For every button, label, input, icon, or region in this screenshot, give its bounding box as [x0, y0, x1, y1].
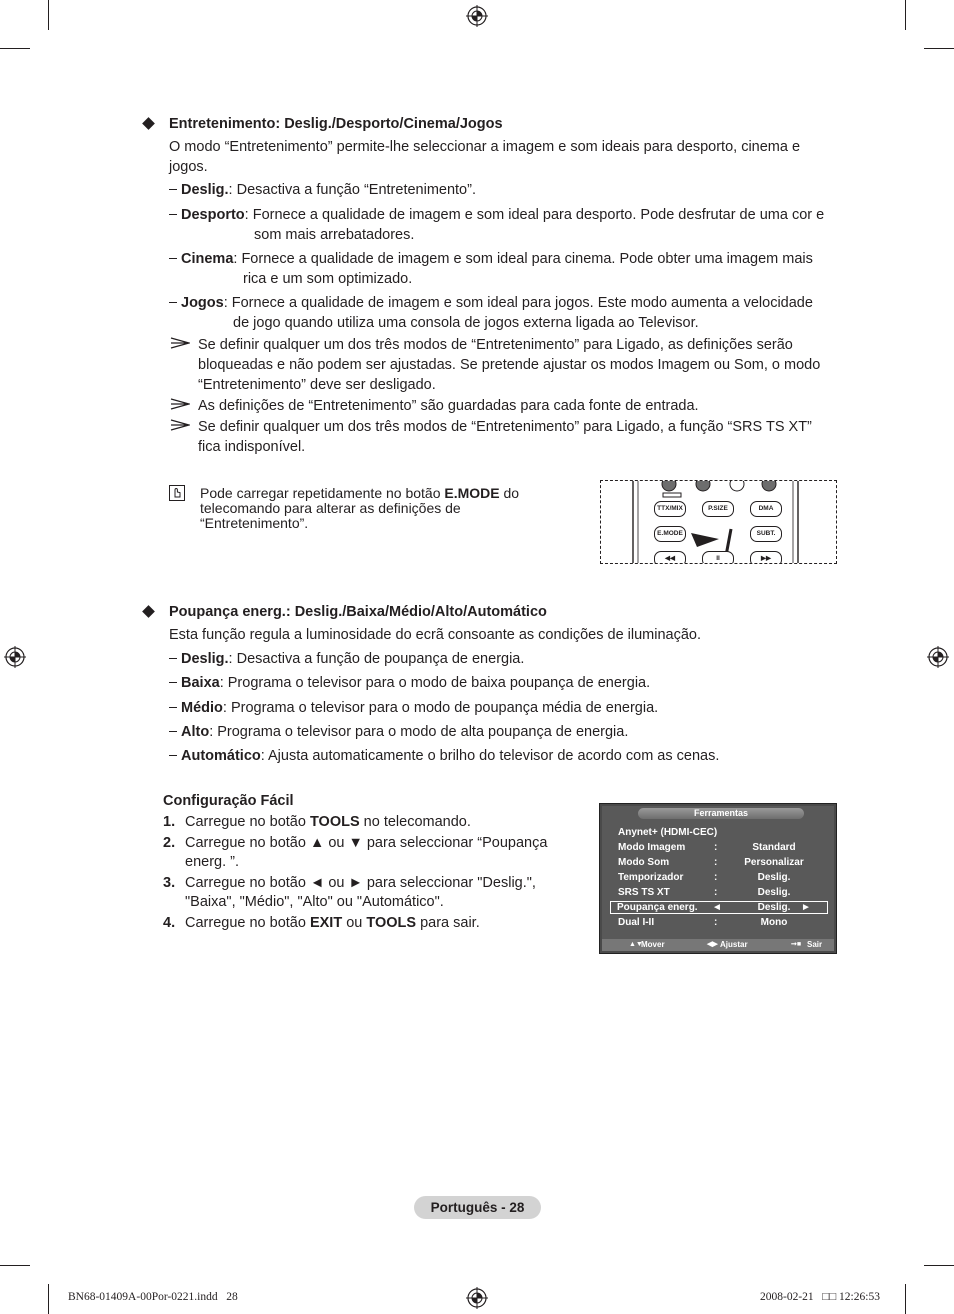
pause-button: II	[702, 551, 734, 564]
menu-row-label: Anynet+ (HDMI-CEC)	[618, 827, 718, 838]
step-text: Carregue no botão ◄ ou ► para seleccionar "Deslig.",	[185, 875, 536, 891]
crop-mark	[48, 1284, 49, 1314]
registration-mark-icon	[927, 646, 949, 668]
note-line: fica indisponível.	[198, 439, 306, 455]
item-text: : Fornece a qualidade de imagem e som ideal para cinema. Pode obter uma imagem mais	[233, 251, 813, 267]
menu-row-colon: :	[714, 872, 718, 883]
crop-mark	[48, 0, 49, 30]
note-line: Se definir qualquer um dos três modos de “Entretenimento” para Ligado, as definições serão	[198, 337, 793, 353]
tip-text: “Entretenimento”.	[200, 515, 309, 531]
item-term: Alto	[181, 724, 210, 740]
note-line: Se definir qualquer um dos três modos de “Entretenimento” para Ligado, a função “SRS TS XT”	[198, 419, 812, 435]
item-text: : Programa o televisor para o modo de alta poupança de energia.	[209, 724, 629, 740]
step-text: "Baixa", "Médio", "Alto" ou "Automático".	[185, 894, 444, 910]
step-number: 4.	[163, 915, 176, 931]
remote-control-image	[600, 480, 837, 564]
step-text-part: no telecomando.	[359, 814, 471, 830]
step-text	[185, 913, 480, 933]
crop-mark	[924, 1265, 954, 1266]
step-number: 1.	[163, 814, 176, 830]
intro-text: O modo “Entretenimento” permite-lhe seleccionar a imagem e som ideais para desporto, cinema e	[169, 139, 801, 155]
dash-bullet	[169, 731, 177, 732]
adjust-icon: ◀▶	[707, 941, 718, 948]
menu-row-picture-mode	[616, 841, 830, 854]
tools-menu-panel	[602, 806, 834, 951]
item-text: : Desactiva a função “Entretenimento”.	[228, 182, 476, 198]
note-arrow-icon	[170, 398, 190, 410]
step-key-name: TOOLS	[366, 915, 417, 931]
tools-menu-footer	[602, 939, 834, 951]
menu-row-value: Deslig.	[757, 872, 791, 883]
item-text: : Ajusta automaticamente o brilho do televisor de acordo com as cenas.	[260, 748, 720, 764]
remote-tip-text	[200, 486, 519, 531]
item-text-continued: rica e um som optimizado.	[243, 271, 413, 287]
dash-bullet	[169, 707, 177, 708]
subt-button: SUBT.	[750, 526, 782, 542]
footer-exit-label: Sair	[807, 940, 823, 949]
item-term: Jogos	[181, 295, 224, 311]
menu-right-arrow-icon: ►	[801, 902, 811, 913]
menu-row-label: Modo Som	[618, 857, 670, 868]
menu-row-colon: :	[714, 887, 718, 898]
tip-text: telecomando para alterar as definições de	[200, 500, 461, 516]
list-item	[181, 293, 813, 313]
dash-bullet	[169, 214, 177, 215]
registration-mark-icon	[466, 5, 488, 27]
menu-row-dual	[616, 916, 830, 929]
tip-text: Pode carregar repetidamente no botão	[200, 485, 445, 501]
step-number: 3.	[163, 875, 176, 891]
step-number: 2.	[163, 835, 176, 851]
registration-mark-icon	[4, 646, 26, 668]
crop-mark	[0, 1265, 30, 1266]
step-text-part: para sair.	[416, 915, 480, 931]
step-text-part: Carregue no botão	[185, 915, 310, 931]
note-arrow-icon	[170, 419, 190, 431]
item-text-continued: de jogo quando utiliza uma consola de jogos externa ligada ao Televisor.	[233, 315, 699, 331]
tip-button-name: E.MODE	[444, 485, 500, 501]
menu-row-value: Standard	[752, 842, 796, 853]
item-term: Cinema	[181, 251, 234, 267]
menu-row-anynet	[616, 826, 830, 839]
remote-tip-icon	[169, 485, 185, 501]
section-heading: Entretenimento: Deslig./Desporto/Cinema/Jogos	[169, 116, 503, 132]
step-text-part: ou	[342, 915, 367, 931]
dma-button: DMA	[750, 501, 782, 517]
list-item	[181, 180, 476, 200]
menu-left-arrow-icon: ◄	[712, 902, 722, 913]
item-text-continued: som mais arrebatadores.	[254, 227, 415, 243]
menu-row-colon: :	[714, 842, 718, 853]
intro-text: jogos.	[169, 159, 208, 175]
list-item	[181, 746, 719, 766]
dash-bullet	[169, 302, 177, 303]
e-mode-button: E.MODE	[654, 526, 686, 542]
page-number-label: Português - 28	[414, 1196, 541, 1219]
dash-bullet	[169, 189, 177, 190]
menu-row-label: Temporizador	[618, 872, 684, 883]
item-text: : Fornece a qualidade de imagem e som ideal para desporto. Pode desfrutar de uma cor e	[244, 207, 825, 223]
dash-bullet	[169, 658, 177, 659]
item-term: Baixa	[181, 675, 220, 691]
menu-row-label: Modo Imagem	[618, 842, 686, 853]
list-item	[181, 649, 524, 669]
tools-menu-screenshot	[599, 803, 837, 954]
section-heading: Poupança energ.: Deslig./Baixa/Médio/Alto/Automático	[169, 604, 547, 620]
list-item	[181, 722, 628, 742]
item-term: Médio	[181, 700, 223, 716]
tip-text: do	[499, 485, 520, 501]
menu-row-label: Dual I-II	[618, 917, 655, 928]
ttx-mix-button: TTX/MIX	[654, 501, 686, 517]
move-icon: ▲▼	[629, 941, 643, 948]
crop-mark	[924, 48, 954, 49]
registration-mark-icon	[466, 1287, 488, 1309]
menu-row-value: Deslig.	[757, 887, 791, 898]
step-text-part: Carregue no botão	[185, 814, 310, 830]
dash-bullet	[169, 682, 177, 683]
list-item	[181, 698, 658, 718]
step-text: energ. ”.	[185, 854, 239, 870]
easy-setup-title: Configuração Fácil	[163, 793, 294, 809]
print-date-info: 2008-02-21 □□ 12:26:53	[760, 1291, 880, 1303]
dash-bullet	[169, 258, 177, 259]
crop-mark	[905, 0, 906, 30]
list-item	[181, 249, 813, 269]
menu-row-value: Mono	[760, 917, 788, 928]
footer-move-label: Mover	[641, 940, 665, 949]
fast-forward-button: ▶▶	[750, 551, 782, 564]
menu-row-value: Deslig.	[757, 902, 791, 913]
note-line: As definições de “Entretenimento” são guardadas para cada fonte de entrada.	[198, 398, 699, 414]
rewind-button: ◀◀	[654, 551, 686, 564]
item-text: : Programa o televisor para o modo de poupança média de energia.	[222, 700, 659, 716]
dash-bullet	[169, 755, 177, 756]
step-text	[185, 812, 471, 832]
menu-row-colon: :	[714, 857, 718, 868]
menu-row-label: Poupança energ.	[617, 902, 698, 913]
menu-row-srs-ts-xt	[616, 886, 830, 899]
list-item	[181, 673, 650, 693]
print-file-info: BN68-01409A-00Por-0221.indd 28	[68, 1291, 238, 1303]
list-item	[181, 205, 824, 225]
item-term: Desporto	[181, 207, 245, 223]
menu-row-colon: :	[714, 917, 718, 928]
menu-row-value: Personalizar	[744, 857, 804, 868]
step-key-name: TOOLS	[309, 814, 360, 830]
item-text: : Desactiva a função de poupança de energia.	[228, 651, 525, 667]
note-arrow-icon	[170, 337, 190, 349]
crop-mark	[905, 1284, 906, 1314]
note-line: “Entretenimento” deve ser desligado.	[198, 377, 436, 393]
intro-text: Esta função regula a luminosidade do ecrã consoante as condições de iluminação.	[169, 627, 702, 643]
diamond-bullet-icon	[142, 117, 155, 130]
step-key-name: EXIT	[309, 915, 343, 931]
item-text: : Fornece a qualidade de imagem e som ideal para jogos. Este modo aumenta a velocidade	[223, 295, 813, 311]
menu-row-sound-mode	[616, 856, 830, 869]
item-text: : Programa o televisor para o modo de baixa poupança de energia.	[219, 675, 651, 691]
menu-row-sleep-timer	[616, 871, 830, 884]
step-text: Carregue no botão ▲ ou ▼ para seleccionar “Poupança	[185, 835, 548, 851]
crop-mark	[0, 48, 30, 49]
item-term: Automático	[181, 748, 261, 764]
menu-row-label: SRS TS XT	[618, 887, 670, 898]
footer-adjust-label: Ajustar	[720, 940, 748, 949]
menu-row-energy-saving-selected	[610, 901, 828, 914]
exit-icon: ➞■	[791, 941, 802, 948]
item-term: Deslig.	[181, 182, 229, 198]
p-size-button: P.SIZE	[702, 501, 734, 517]
note-line: bloqueadas e não podem ser ajustadas. Se pretende ajustar os modos Imagem ou Som, o modo	[198, 357, 821, 373]
diamond-bullet-icon	[142, 605, 155, 618]
tools-menu-title: Ferramentas	[638, 808, 804, 819]
item-term: Deslig.	[181, 651, 229, 667]
